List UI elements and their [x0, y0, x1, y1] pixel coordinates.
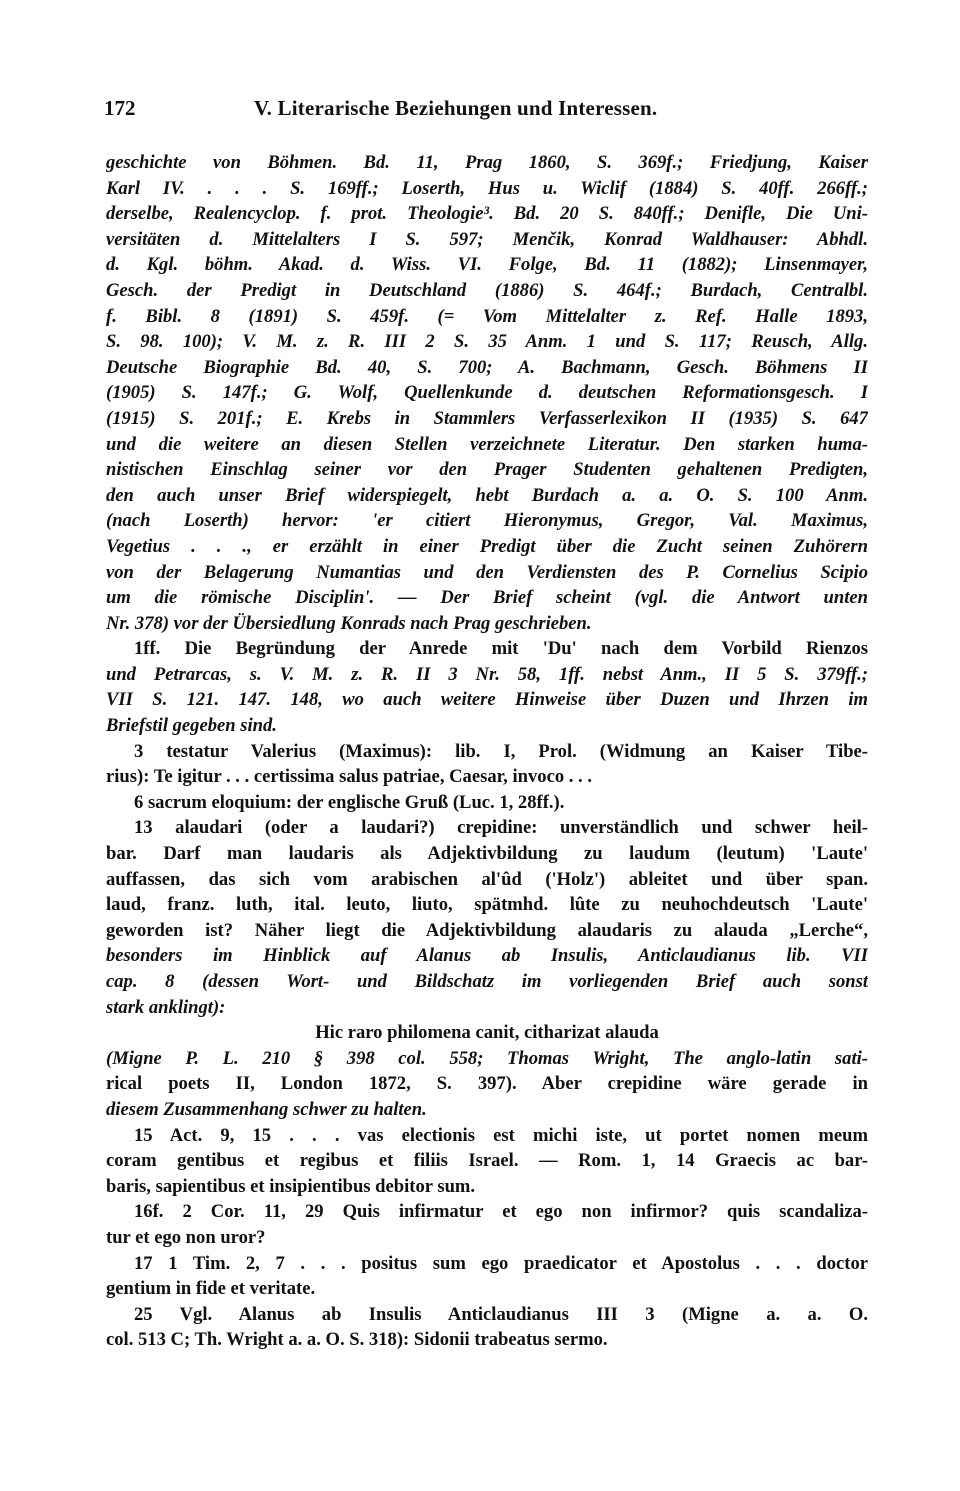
text-line: und Petrarcas, s. V. M. z. R. II 3 Nr. 58, 1ff. nebst Anm., II 5 S. 379ff.; [106, 663, 868, 685]
text-line: laud, franz. luth, ital. leuto, liuto, spätmhd. lûte zu neuhochdeutsch 'Laute' [106, 894, 868, 916]
text-line: col. 513 C; Th. Wright a. a. O. S. 318): Sidonii trabeatus sermo. [106, 1329, 608, 1351]
page-number: 172 [104, 96, 136, 120]
text-line: rical poets II, London 1872, S. 397). Aber crepidine wäre gerade in [106, 1073, 868, 1095]
text-line: Briefstil gegeben sind. [106, 715, 277, 737]
text-line: geworden ist? Näher liegt die Adjektivbildung alaudaris zu alauda „Lerche“, [106, 919, 868, 941]
text-line: (1905) S. 147f.; G. Wolf, Quellenkunde d. deutschen Reformationsgesch. I [106, 382, 868, 404]
text-line: 25 Vgl. Alanus ab Insulis Anticlaudianus III 3 (Migne a. a. O. [134, 1303, 868, 1325]
text-line: 13 alaudari (oder a laudari?) crepidine: unverständlich und schwer heil- [134, 817, 868, 839]
text-line: Deutsche Biographie Bd. 40, S. 700; A. Bachmann, Gesch. Böhmens II [106, 356, 868, 378]
text-line: Nr. 378) vor der Übersiedlung Konrads nach Prag geschrieben. [106, 612, 592, 634]
text-line: diesem Zusammenhang schwer zu halten. [106, 1098, 427, 1120]
text-line: 17 1 Tim. 2, 7 . . . positus sum ego praedicator et Apostolus . . . doctor [134, 1252, 868, 1274]
text-line: d. Kgl. böhm. Akad. d. Wiss. VI. Folge, Bd. 11 (1882); Linsenmayer, [106, 254, 868, 276]
text-line: den auch unser Brief widerspiegelt, hebt Burdach a. a. O. S. 100 Anm. [106, 484, 868, 506]
text-line: (Migne P. L. 210 § 398 col. 558; Thomas Wright, The anglo-latin sati- [106, 1047, 868, 1069]
text-line: Karl IV. . . . S. 169ff.; Loserth, Hus u. Wiclif (1884) S. 40ff. 266ff.; [106, 177, 868, 199]
commentary-text [106, 150, 868, 1353]
text-line: auffassen, das sich vom arabischen al'ûd ('Holz') ableitet und über span. [106, 868, 868, 890]
text-line: bar. Darf man laudaris als Adjektivbildung zu laudum (leutum) 'Laute' [106, 843, 868, 865]
text-line: (nach Loserth) hervor: 'er citiert Hieronymus, Gregor, Val. Maximus, [106, 510, 868, 532]
text-line: 15 Act. 9, 15 . . . vas electionis est michi iste, ut portet nomen meum [134, 1124, 868, 1146]
text-line: versitäten d. Mittelalters I S. 597; Menčik, Konrad Waldhauser: Abhdl. [106, 228, 868, 250]
text-line: coram gentibus et regibus et filiis Israel. — Rom. 1, 14 Graecis ac bar- [106, 1150, 868, 1172]
text-line: 6 sacrum eloquium: der englische Gruß (Luc. 1, 28ff.). [134, 791, 565, 813]
text-line: um die römische Disciplin'. — Der Brief scheint (vgl. die Antwort unten [106, 587, 868, 609]
text-line: f. Bibl. 8 (1891) S. 459f. (= Vom Mittelalter z. Ref. Halle 1893, [106, 305, 868, 327]
text-line: S. 98. 100); V. M. z. R. III 2 S. 35 Anm. 1 und S. 117; Reusch, Allg. [106, 331, 868, 353]
text-line: geschichte von Böhmen. Bd. 11, Prag 1860, S. 369f.; Friedjung, Kaiser [106, 152, 868, 173]
text-line: Gesch. der Predigt in Deutschland (1886) S. 464f.; Burdach, Centralbl. [106, 279, 868, 301]
text-line: VII S. 121. 147. 148, wo auch weitere Hinweise über Duzen und Ihrzen im [106, 689, 868, 711]
text-line: Vegetius . . ., er erzählt in einer Predigt über die Zucht seinen Zuhörern [106, 535, 868, 557]
text-line: gentium in fide et veritate. [106, 1278, 316, 1300]
text-line: (1915) S. 201f.; E. Krebs in Stammlers Verfasserlexikon II (1935) S. 647 [106, 407, 868, 429]
text-line: 16f. 2 Cor. 11, 29 Quis infirmatur et ego non infirmor? quis scandaliza- [134, 1201, 868, 1223]
page-header [104, 96, 874, 126]
text-line: cap. 8 (dessen Wort- und Bildschatz im vorliegenden Brief auch sonst [106, 971, 868, 992]
text-line: derselbe, Realencyclop. f. prot. Theologie³. Bd. 20 S. 840ff.; Denifle, Die Uni- [106, 203, 868, 225]
text-line: Hic raro philomena canit, citharizat alauda [315, 1022, 659, 1044]
text-line: und die weitere an diesen Stellen verzeichnete Literatur. Den starken huma- [106, 433, 868, 455]
text-line: besonders im Hinblick auf Alanus ab Insulis, Anticlaudianus lib. VII [106, 945, 868, 967]
running-title: V. Literarische Beziehungen und Interessen. [254, 96, 658, 120]
text-line: 1ff. Die Begründung der Anrede mit 'Du' nach dem Vorbild Rienzos [134, 638, 868, 660]
text-line: rius): Te igitur . . . certissima salus patriae, Caesar, invoco . . . [106, 766, 593, 788]
text-line: tur et ego non uror? [106, 1226, 266, 1248]
text-line: stark anklingt): [106, 996, 226, 1018]
text-line: nistischen Einschlag seiner vor den Prager Studenten gehaltenen Predigten, [106, 459, 868, 481]
text-line: baris, sapientibus et insipientibus debitor sum. [106, 1175, 476, 1197]
text-line: 3 testatur Valerius (Maximus): lib. I, Prol. (Widmung an Kaiser Tibe- [134, 740, 868, 762]
text-line: von der Belagerung Numantias und den Verdiensten des P. Cornelius Scipio [106, 561, 868, 583]
